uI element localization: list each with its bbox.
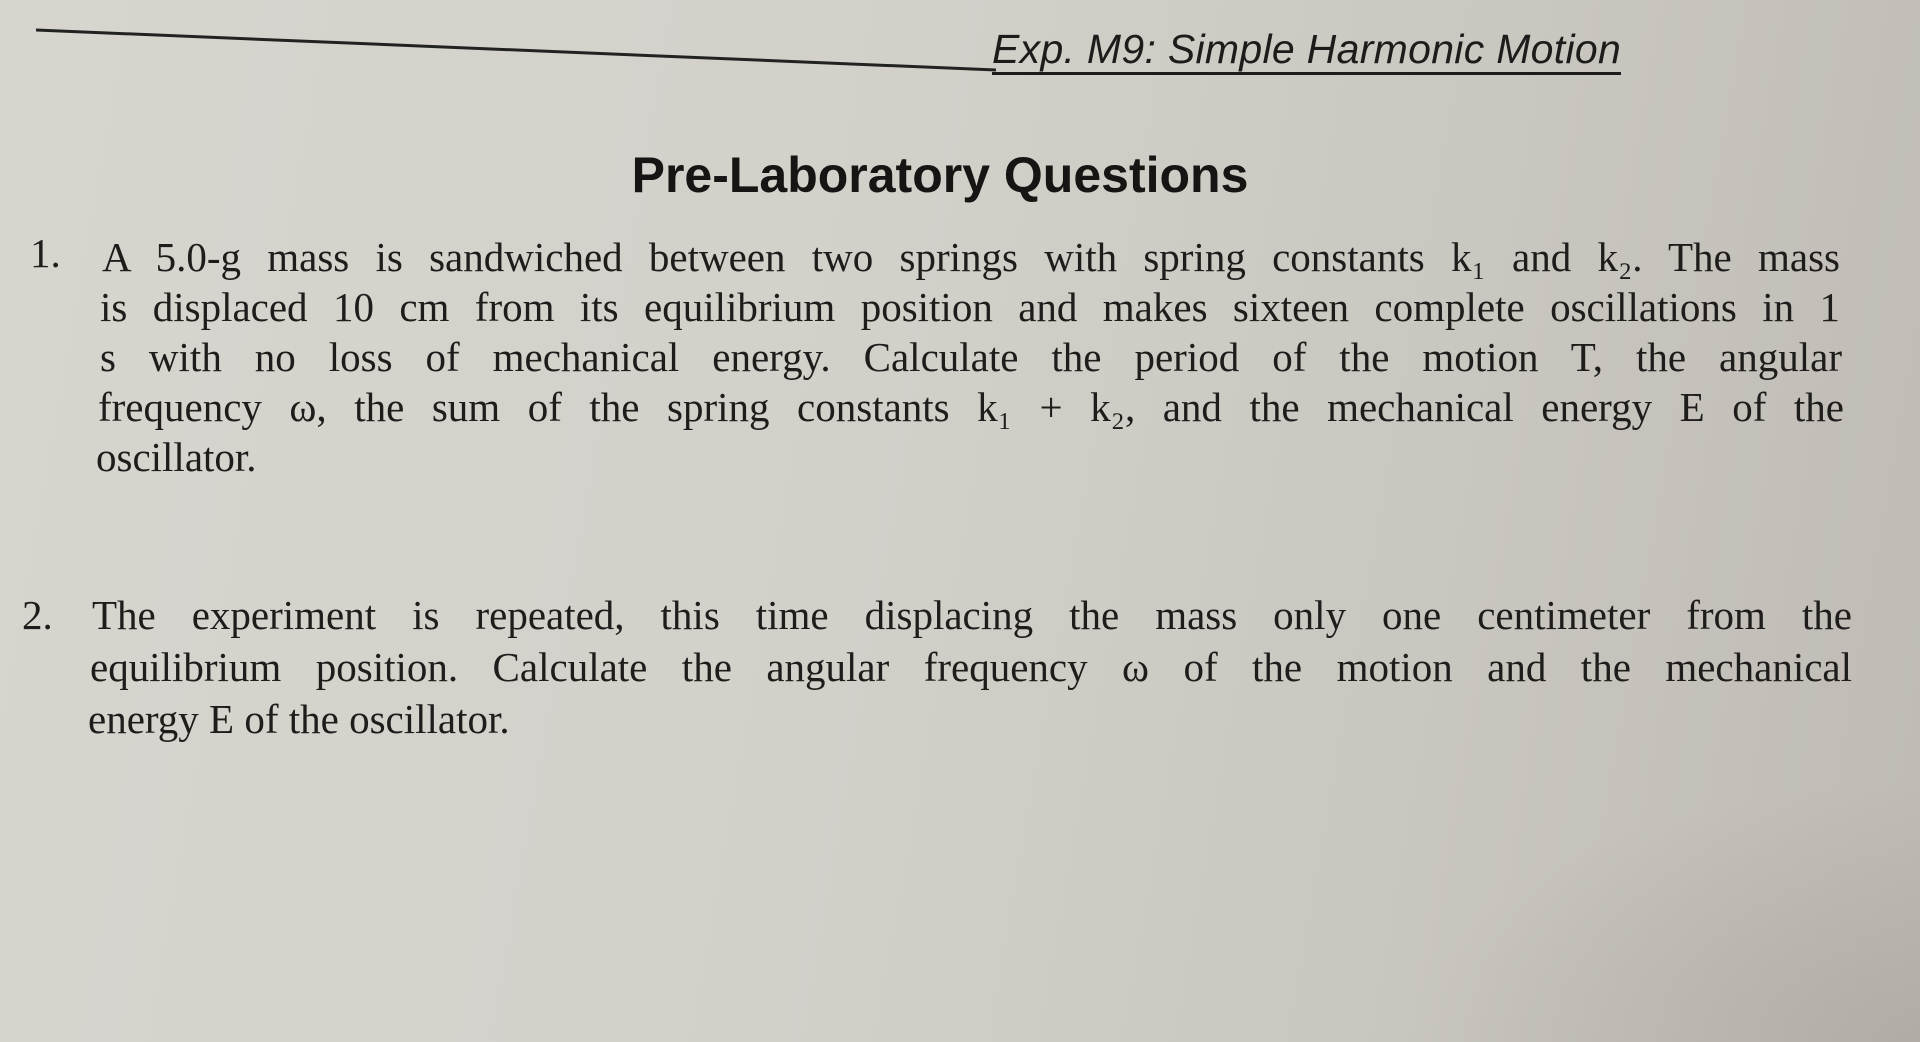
question-line: frequency ω, the sum of the spring constants k₁ + k₂, and the mechanical energy E of the <box>98 384 1844 430</box>
page-title: Pre-Laboratory Questions <box>631 147 1249 203</box>
header-rule <box>36 0 996 74</box>
question-number: 1. <box>30 230 61 276</box>
question-line: is displaced 10 cm from its equilibrium position and makes sixteen complete oscillations in 1 <box>100 284 1840 330</box>
question-line: A 5.0-g mass is sandwiched between two springs with spring constants k₁ and k₂. The mass <box>102 234 1840 280</box>
question-line: s with no loss of mechanical energy. Calculate the period of the motion T, the angular <box>100 334 1842 380</box>
question-number: 2. <box>22 592 53 638</box>
experiment-header: Exp. M9: Simple Harmonic Motion <box>992 26 1621 75</box>
page-shadow <box>1400 782 1920 1042</box>
question-line: equilibrium position. Calculate the angular frequency ω of the motion and the mechanical <box>90 644 1852 690</box>
question-line: oscillator. <box>96 434 257 480</box>
question-line: energy E of the oscillator. <box>88 696 510 742</box>
question-line: The experiment is repeated, this time displacing the mass only one centimeter from the <box>92 592 1852 638</box>
